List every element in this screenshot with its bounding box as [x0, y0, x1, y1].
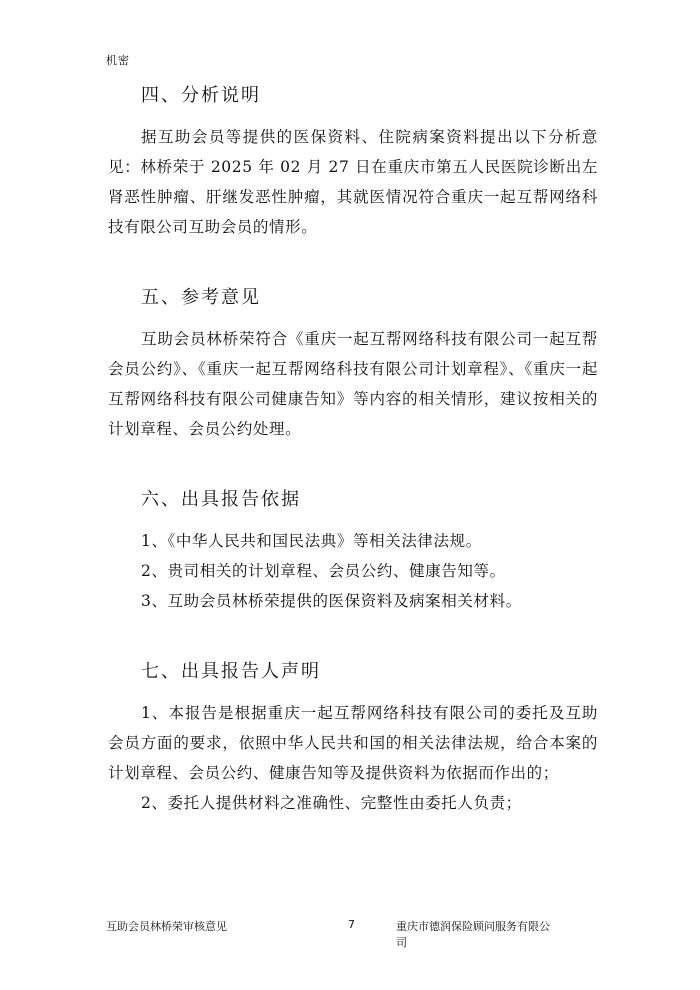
report-basis-item-1: 1、《中华人民共和国民法典》等相关法律法规。 [141, 532, 482, 550]
reporter-statement-item-1: 1、本报告是根据重庆一起互帮网络科技有限公司的委托及互助会员方面的要求，依照中华人民共和国的相关法律法规，给合本案的计划章程、会员公约、健康告知等及提供资料为依据而作出的； [108, 704, 598, 782]
section-reporter-statement [108, 660, 598, 818]
section-report-basis [108, 488, 598, 616]
section-reference-opinion [108, 286, 598, 444]
analysis-paragraph: 据互助会员等提供的医保资料、住院病案资料提出以下分析意见：林桥荣于 2025 年 02 月 27 日在重庆市第五人民医院诊断出左肾恶性肿瘤、肝继发恶性肿瘤，其就医情况符合重庆一起互帮网络科技有限公司互助会员的情形。 [108, 128, 598, 236]
footer-page-number: 7 [348, 918, 355, 931]
section-title-report-basis: 六、出具报告依据 [141, 489, 301, 510]
confidential-mark: 机密 [106, 54, 130, 67]
section-title-reference-opinion: 五、参考意见 [141, 287, 261, 308]
footer-document-title: 互助会员林桥荣审核意见 [106, 920, 227, 933]
document-body [108, 84, 598, 818]
section-analysis [108, 84, 598, 242]
reporter-statement-item-2: 2、委托人提供材料之准确性、完整性由委托人负责； [141, 794, 522, 812]
section-title-analysis: 四、分析说明 [141, 85, 261, 106]
section-title-reporter-statement: 七、出具报告人声明 [141, 661, 321, 682]
reference-opinion-paragraph: 互助会员林桥荣符合《重庆一起互帮网络科技有限公司一起互帮会员公约》、《重庆一起互帮网络科技有限公司计划章程》、《重庆一起互帮网络科技有限公司健康告知》等内容的相关情形，建议按相关的计划章程、会员公约处理。 [108, 330, 598, 438]
footer-company-name: 重庆市德润保险顾问服务有限公司 [396, 920, 550, 949]
report-basis-item-3: 3、互助会员林桥荣提供的医保资料及病案相关材料。 [141, 592, 522, 610]
report-basis-item-2: 2、贵司相关的计划章程、会员公约、健康告知等。 [141, 562, 506, 580]
